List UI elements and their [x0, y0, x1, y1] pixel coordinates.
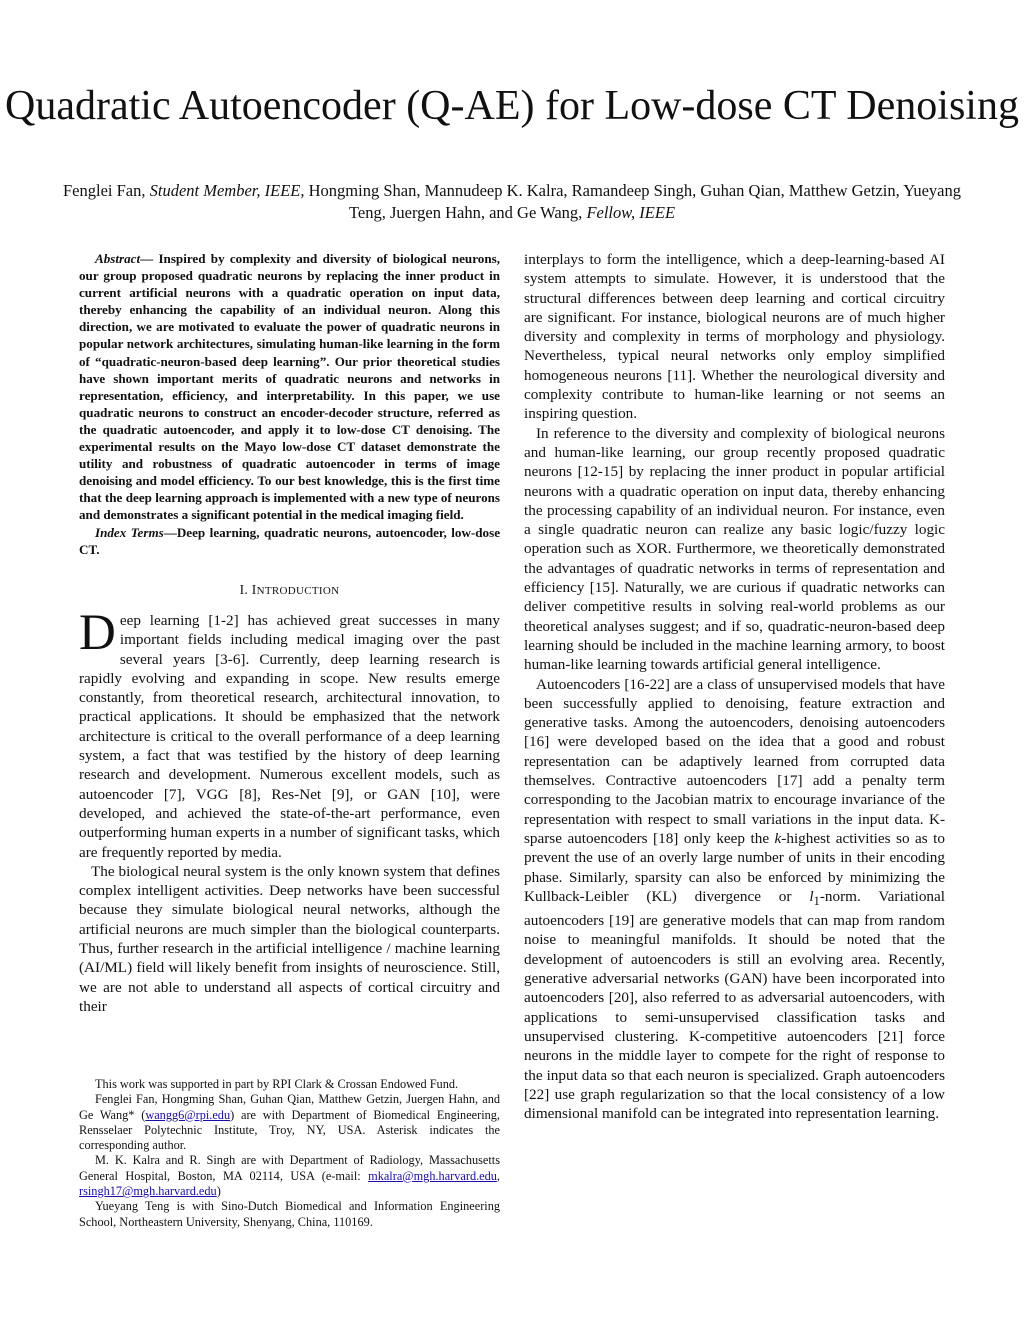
intro-paragraph-5-a: Autoencoders [16-22] are a class of unsupervised models that have been successfully applied to denoising, feature extraction and generative tasks. Among the autoencoders, denoising autoencoders [16] were developed based on the idea that a good and robust representation can be adaptively learned from corrupted data themselves. Contractive autoencoders [17] add a penalty term corresponding to the Jacobian matrix to encourage invariance of the representation with respect to small variations in the input data. K-sparse autoencoders [18] only keep the	[524, 675, 945, 847]
footnote-affiliation-rpi	[79, 1092, 500, 1153]
intro-paragraph-5	[524, 675, 945, 1124]
intro-paragraph-2: The biological neural system is the only known system that defines complex intelligent activities. Deep networks have been successful because they simulate biological neural networks, although the artificial neurons are much simpler than the biological counterparts. Thus, further research in the artificial intelligence / machine learning (AI/ML) field will likely benefit from insights of neuroscience. Still, we are not able to understand all aspects of cortical circuitry and their	[79, 862, 500, 1015]
footnote-affiliation-mgh-a: M. K. Kalra and R. Singh are with Department of Radiology, Massachusetts General Hospital, Boston, MA 02114, USA (e-mail:	[79, 1153, 500, 1183]
author-names-1: Fenglei Fan,	[63, 181, 150, 200]
intro-paragraph-1	[79, 604, 500, 862]
author-role-1: Student Member, IEEE,	[149, 181, 305, 200]
paper-title: Quadratic Autoencoder (Q-AE) for Low-dose CT Denoising	[5, 83, 1019, 129]
intro-paragraph-5-c: -norm. Variational autoencoders [19] are generative models that can map from random noise to meaningful manifolds. It should be noted that the development of autoencoders is still an evolving area. Recently, generative adversarial networks (GAN) have been incorporated into autoencoders [20], also referred to as adversarial autoencoders, with applications to semi-unsupervised classification tasks and unsupervised clustering. K-competitive autoencoders [21] force neurons in the middle layer to compete for the right of response to the input data so that each neuron is specialized. Graph autoencoders [22] use graph regularization so that the local consistency of a low dimensional manifold can be integrated into representation learning.	[524, 887, 945, 1123]
abstract-text: — Inspired by complexity and diversity of biological neurons, our group proposed quadratic neurons by replacing the inner product in current artificial neurons with a quadratic operation on input data, thereby enhancing the capability of an individual neuron. Along this direction, we are motivated to evaluate the power of quadratic neurons in popular network architectures, simulating human-like learning in the form of “quadratic-neuron-based deep learning”. Our prior theoretical studies have shown important merits of quadratic neurons and networks in representation, efficiency, and interpretability. In this paper, we use quadratic neurons to construct an encoder-decoder structure, referred as the quadratic autoencoder, and apply it to low-dose CT denoising. The experimental results on the Mayo low-dose CT dataset demonstrate the utility and robustness of quadratic autoencoder in terms of image denoising and model efficiency. To our best knowledge, this is the first time that the deep learning approach is implemented with a new type of neurons and demonstrates a significant potential in the medical imaging field.	[79, 251, 500, 523]
section-title-rest: NTRODUCTION	[256, 584, 340, 597]
index-terms-text: —Deep learning, quadratic neurons, autoencoder, low-dose CT.	[79, 524, 501, 557]
author-list	[60, 180, 964, 224]
left-column	[79, 250, 500, 1016]
l-subscript: 1	[813, 893, 820, 908]
section-initial: I	[251, 581, 257, 597]
intro-paragraph-3: interplays to form the intelligence, which a deep-learning-based AI system attempts to simulate. However, it is understood that the structural differences between deep learning and cortical circuitry are significant. For instance, biological neurons are of much higher diversity and complexity in terms of morphology and physiology. Nevertheless, typical neural networks only employ simplified homogeneous neurons [11]. Whether the neurological diversity and complexity contribute to human-like learning or not seems an inspiring question.	[524, 251, 945, 423]
right-column	[524, 250, 945, 1123]
author-role-2: Fellow, IEEE	[586, 203, 676, 222]
intro-paragraph-5-b: -highest activities so as to prevent the use of an overly large number of units in their encoding phase. Similarly, sparsity can also be enforced by minimizing the Kullback-Leibler (KL) divergence or	[524, 829, 945, 905]
email-link-kalra[interactable]: mkalra@mgh.harvard.edu	[368, 1168, 497, 1183]
section-heading-introduction	[79, 580, 500, 601]
abstract	[79, 250, 500, 524]
l-variable: l	[809, 887, 814, 905]
footnote-email-separator: ,	[496, 1168, 500, 1183]
abstract-label: Abstract	[95, 251, 141, 266]
footnote-affiliation-mgh-b: )	[216, 1184, 221, 1199]
footnote-affiliation-rpi-b: ) are with Department of Biomedical Engineering, Rensselaer Polytechnic Institute, Troy, NY, USA. Asterisk indicates the corresponding author.	[79, 1107, 501, 1153]
k-variable: k	[774, 829, 782, 847]
intro-paragraph-4: In reference to the diversity and complexity of biological neurons and human-like learning, our group recently proposed quadratic neurons [12-15] by replacing the inner product in popular artificial neurons with a quadratic operation on input data, thereby enhancing the processing capability of an individual neuron. For instance, even a single quadratic neuron can realize any basic logic/fuzzy logic operation such as XOR. Furthermore, we theoretically demonstrated the advantages of quadratic networks in terms of representation and efficiency [15]. Naturally, we are curious if quadratic networks can deliver competitive results in solving real-world problems as our theoretical analyses suggest; and if so, quadratic-neuron-based deep learning should be included in the machine learning armory, to boost human-like learning towards artificial general intelligence.	[524, 424, 945, 674]
section-number: I.	[239, 581, 252, 597]
footnote-funding: This work was supported in part by RPI Clark & Crossan Endowed Fund.	[95, 1077, 459, 1091]
footnote-affiliation-mgh	[79, 1153, 500, 1199]
author-names-2: Hongming Shan, Mannudeep K. Kalra, Ramandeep Singh, Guhan Qian, Matthew Getzin, Yueyang Teng, Juergen Hahn, and Ge Wang,	[304, 181, 961, 222]
footnote-affiliation-neu: Yueyang Teng is with Sino-Dutch Biomedical and Information Engineering School, Northeastern University, Shenyang, China, 110169.	[79, 1199, 500, 1229]
email-link-singh[interactable]: rsingh17@mgh.harvard.edu	[79, 1184, 217, 1199]
email-link-wang[interactable]: wangg6@rpi.edu	[145, 1107, 231, 1122]
index-terms-label: Index Terms	[95, 524, 164, 540]
index-terms	[79, 524, 500, 558]
drop-cap: D	[79, 604, 116, 661]
intro-paragraph-1-text: eep learning [1-2] has achieved great successes in many important fields including medical imaging over the past several years [3-6]. Currently, deep learning research is rapidly evolving and expanding in scope. New results emerge constantly, from theoretical research, architectural innovation, to practical applications. It should be emphasized that the network architecture is critical to the overall performance of a deep learning system, a fact that was testified by the history of deep learning research and development. Numerous excellent models, such as autoencoder [7], VGG [8], Res-Net [9], or GAN [10], were developed, and achieved the state-of-the-art performance, even outperforming human experts in a number of significant tasks, which are frequently reported by media.	[79, 611, 500, 861]
footnote-affiliation-rpi-a: Fenglei Fan, Hongming Shan, Guhan Qian, Matthew Getzin, Juergen Hahn, and Ge Wang* (	[79, 1092, 500, 1122]
footnotes	[79, 1077, 500, 1230]
